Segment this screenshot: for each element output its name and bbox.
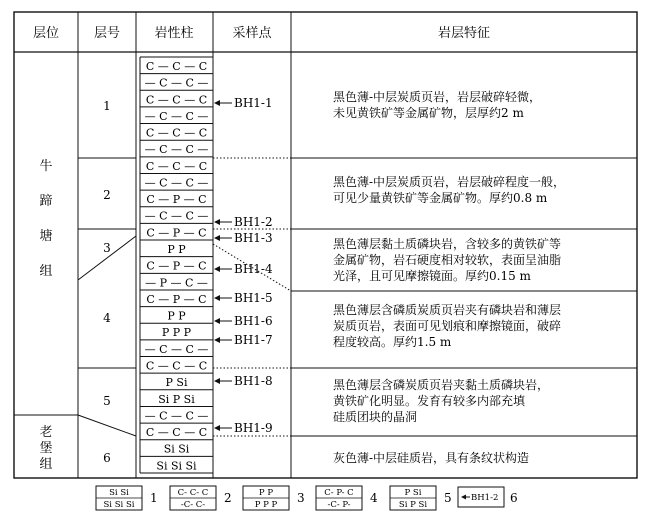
- sample-arrow-head-icon: [214, 100, 220, 106]
- formation-niutitang-char: 组: [39, 264, 53, 279]
- layer-2-description: [333, 174, 565, 205]
- legend-item: [170, 486, 232, 510]
- formation-boundary-diagonal: [78, 415, 136, 436]
- description-line: 金属矿物，岩石硬度相对较软，表面呈油脂: [333, 253, 562, 267]
- lithology-row-pattern: P P P: [161, 326, 192, 340]
- legend-pattern-top: P Si: [404, 488, 422, 498]
- header-sampling-point: 采样点: [232, 26, 272, 41]
- sample-marker: [214, 421, 273, 435]
- sample-label: BH1-3: [234, 231, 273, 245]
- layer-5-description: [333, 377, 549, 424]
- legend-pattern-top: P P: [258, 488, 274, 498]
- sample-arrow-head-icon: [214, 378, 220, 384]
- sample-marker: [214, 231, 273, 245]
- legend-arrow-icon: [461, 495, 466, 500]
- layer-no-4: 4: [103, 311, 111, 325]
- lithology-row-pattern: — C — C —: [144, 143, 209, 157]
- lithology-row-pattern: Si Si Si: [156, 459, 197, 473]
- header-layer-no: 层号: [93, 26, 121, 41]
- layer-4-description: [333, 302, 561, 349]
- lithology-row-pattern: C — P — C: [146, 259, 207, 273]
- sample-label: BH1-7: [234, 333, 273, 347]
- description-line: 光泽，且可见摩擦镜面。厚约0.15 m: [333, 269, 531, 283]
- sample-label: BH1-5: [234, 291, 273, 305]
- header-lithology-column: 岩性柱: [154, 26, 194, 41]
- lithology-row-pattern: C — C — C: [145, 59, 208, 73]
- lithology-row-pattern: Si Si: [163, 442, 190, 456]
- lithology-row-pattern: C — C — C: [145, 359, 208, 373]
- legend-sample-label: BH1-2: [471, 493, 499, 503]
- layer-no-6: 6: [103, 451, 111, 465]
- lithology-row-pattern: — C — C —: [144, 76, 209, 90]
- lithology-row-pattern: Si P Si: [158, 392, 195, 406]
- sample-label: BH1-8: [234, 374, 273, 388]
- lithology-row-pattern: — C — C —: [144, 176, 209, 190]
- description-line: 黑色薄-中层炭质页岩，岩层破碎轻微，: [333, 90, 542, 104]
- lithology-row-pattern: C — C — C: [145, 159, 208, 173]
- legend-item: [458, 487, 518, 507]
- legend: [96, 486, 518, 510]
- legend-number: 2: [224, 491, 232, 505]
- layer-3-description: [333, 236, 561, 283]
- legend-number: 5: [444, 491, 452, 505]
- legend-item: [96, 486, 158, 510]
- description-line: 可见少量黄铁矿等金属矿物。厚约0.8 m: [333, 191, 548, 205]
- lithology-row-pattern: C — C — C: [145, 426, 208, 440]
- description-line: 黑色薄层含磷质炭质页岩夹有磷块岩和薄层: [333, 303, 562, 317]
- lithology-row-pattern: C — C — C: [145, 93, 208, 107]
- header-layer-position: 层位: [32, 26, 60, 41]
- description-line: 硅质团块的晶洞: [333, 410, 418, 424]
- description-line: 未见黄铁矿等金属矿物，层厚约2 m: [333, 106, 524, 120]
- lithology-row-pattern: C — P — C: [146, 193, 207, 207]
- legend-pattern-top: Si Si: [109, 488, 129, 498]
- sample-arrow-head-icon: [214, 337, 220, 343]
- formation-laobao-char: 堡: [39, 441, 53, 456]
- sample-markers: [214, 96, 273, 435]
- sample-marker: [214, 333, 273, 347]
- lithology-column: [140, 57, 213, 473]
- legend-pattern-top: C- C- C: [177, 488, 209, 498]
- layer-6-description: [333, 450, 529, 465]
- layer-1-description: [333, 89, 541, 120]
- legend-pattern-bottom: P P P: [254, 500, 278, 510]
- sample-label: BH1-4: [234, 262, 273, 276]
- lithology-row-pattern: C — C — C: [145, 126, 208, 140]
- lithology-row-pattern: C — P — C: [146, 292, 207, 306]
- formation-niutitang-char: 牛: [39, 159, 53, 174]
- formation-niutitang-char: 蹄: [39, 194, 53, 209]
- legend-number: 1: [150, 491, 158, 505]
- sample-marker: [214, 262, 273, 276]
- formation-niutitang-char: 塘: [39, 229, 53, 244]
- legend-item: [243, 486, 305, 510]
- lithology-row-pattern: P P: [167, 309, 186, 323]
- legend-pattern-bottom: Si P Si: [398, 500, 428, 510]
- legend-number: 4: [370, 491, 378, 505]
- sample-marker: [214, 215, 273, 229]
- lithology-row-pattern: P P: [167, 243, 186, 257]
- legend-pattern-bottom: -C- C-: [180, 500, 206, 510]
- description-line: 黑色薄-中层炭质页岩，岩层破碎程度一般，: [333, 175, 566, 189]
- description-line: 黄铁矿化明显。发育有较多内部充填: [333, 394, 526, 408]
- legend-item: [390, 486, 452, 510]
- formation-laobao-char: 老: [39, 425, 53, 440]
- sample-marker: [214, 291, 273, 305]
- sample-arrow-head-icon: [214, 235, 220, 241]
- sample-arrow-head-icon: [214, 295, 220, 301]
- description-line: 黑色薄层黏土质磷块岩，含较多的黄铁矿等: [333, 237, 562, 251]
- legend-pattern-bottom: -C- P-: [327, 500, 351, 510]
- sample-label: BH1-9: [234, 421, 273, 435]
- lithology-row-pattern: — C — C —: [144, 109, 209, 123]
- sample-arrow-head-icon: [214, 219, 220, 225]
- sample-label: BH1-1: [234, 96, 273, 110]
- layer-no-2: 2: [103, 188, 111, 202]
- description-line: 炭质页岩，表面可见划痕和摩擦镜面，破碎: [333, 319, 562, 333]
- legend-number: 3: [297, 491, 305, 505]
- legend-pattern-bottom: Si Si Si: [103, 500, 135, 510]
- legend-pattern-top: C- P- C: [324, 488, 354, 498]
- sample-label: BH1-6: [234, 314, 273, 328]
- sample-marker: [214, 374, 273, 388]
- legend-item: [316, 486, 378, 510]
- description-line: 黑色薄层含磷炭质页岩夹黏土质磷块岩，: [333, 378, 550, 392]
- layer-no-1: 1: [103, 99, 111, 113]
- layer-no-3: 3: [103, 241, 111, 255]
- description-line: 程度较高。厚约1.5 m: [333, 335, 452, 349]
- lithology-row-pattern: — C — C —: [144, 342, 209, 356]
- header-layer-features: 岩层特征: [437, 26, 491, 41]
- sample-label: BH1-2: [234, 215, 273, 229]
- lithology-row-pattern: — C — C —: [144, 209, 209, 223]
- sample-marker: [214, 314, 273, 328]
- sample-marker: [214, 96, 273, 110]
- sample-arrow-head-icon: [214, 318, 220, 324]
- lithology-row-pattern: — P — C —: [145, 276, 208, 290]
- lithology-row-pattern: — C — C —: [144, 409, 209, 423]
- sample-arrow-head-icon: [214, 425, 220, 431]
- sample-arrow-head-icon: [214, 266, 220, 272]
- lithology-row-pattern: C — P — C: [146, 226, 207, 240]
- description-line: 灰色薄-中层硅质岩，具有条纹状构造: [333, 451, 530, 465]
- formation-laobao-char: 组: [39, 457, 53, 472]
- lithology-row-pattern: P Si: [165, 376, 188, 390]
- legend-number: 6: [510, 491, 518, 505]
- layer-no-5: 5: [103, 394, 111, 408]
